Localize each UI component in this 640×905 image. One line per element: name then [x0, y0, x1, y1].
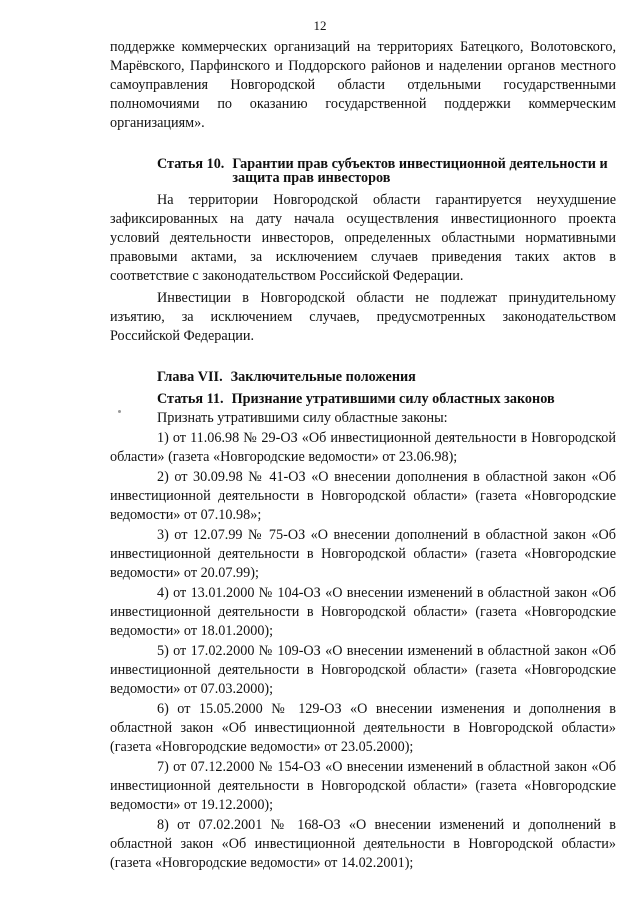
article-10-paragraph: Инвестиции в Новгородской области не подлежат принудительному изъятию, за исключением случаев, предусмотренных законодательством Российской Федерации. — [110, 290, 616, 344]
intro-paragraph: поддержке коммерческих организаций на территориях Батецкого, Волотовского, Марёвского, Парфинского и Поддорского районов и наделении органов местного самоуправления Новгородской области отдельными государственными полномочиями по оказанию государственной поддержки коммерческим организациям». — [110, 39, 616, 131]
document-body — [110, 38, 616, 873]
repealed-law-item: 7) от 07.12.2000 № 154-ОЗ «О внесении изменений в областной закон «Об инвестиционной деятельности в Новгородской области» (газета «Новгородские ведомости» от 19.12.2000); — [110, 759, 616, 813]
repealed-law-item: 8) от 07.02.2001 № 168-ОЗ «О внесении изменений и дополнений в областной закон «Об инвестиционной деятельности в Новгородской области» (газета «Новгородские ведомости» от 14.02.2001); — [110, 817, 616, 871]
repealed-law-item: 1) от 11.06.98 № 29-ОЗ «Об инвестиционной деятельности в Новгородской области» (газета «Новгородские ведомости» от 23.06.98); — [110, 430, 616, 465]
article-10-number: Статья 10. — [157, 156, 225, 172]
article-10-title: Гарантии прав субъектов инвестиционной деятельности и защита прав инвесторов — [232, 156, 608, 186]
scan-speck — [118, 410, 121, 413]
article-10-paragraph: На территории Новгородской области гарантируется неухудшение зафиксированных на дату начала осуществления инвестиционного проекта условий деятельности инвесторов, определенных областными нормативными правовыми актами, за исключением случаев приведения таких актов в соответствие с законодательством Российской Федерации. — [110, 192, 616, 284]
article-10-heading — [110, 157, 616, 185]
repealed-law-item: 6) от 15.05.2000 № 129-ОЗ «О внесении изменения и дополнения в областной закон «Об инвестиционной деятельности в Новгородской области» (газета «Новгородские ведомости» от 23.05.2000); — [110, 701, 616, 755]
chapter-7-number: Глава VII. — [157, 369, 223, 385]
article-11-heading — [110, 390, 616, 409]
article-11-number: Статья 11. — [157, 391, 224, 407]
repealed-law-item: 2) от 30.09.98 № 41-ОЗ «О внесении дополнения в областной закон «Об инвестиционной деятельности в Новгородской области» (газета «Новгородские ведомости» от 07.10.98»; — [110, 469, 616, 523]
repealed-law-item: 5) от 17.02.2000 № 109-ОЗ «О внесении изменений в областной закон «Об инвестиционной деятельности в Новгородской области» (газета «Новгородские ведомости» от 07.03.2000); — [110, 643, 616, 697]
repealed-law-item: 4) от 13.01.2000 № 104-ОЗ «О внесении изменений в областной закон «Об инвестиционной деятельности в Новгородской области» (газета «Новгородские ведомости» от 18.01.2000); — [110, 585, 616, 639]
article-11-title: Признание утратившими силу областных законов — [231, 391, 555, 407]
chapter-7-title: Заключительные положения — [230, 369, 416, 385]
article-11-lead: Признать утратившими силу областные законы: — [157, 410, 448, 426]
repealed-law-item: 3) от 12.07.99 № 75-ОЗ «О внесении дополнений в областной закон «Об инвестиционной деятельности в Новгородской области» (газета «Новгородские ведомости» от 20.07.99); — [110, 527, 616, 581]
chapter-7-heading — [110, 368, 616, 387]
page-number: 12 — [313, 18, 327, 33]
